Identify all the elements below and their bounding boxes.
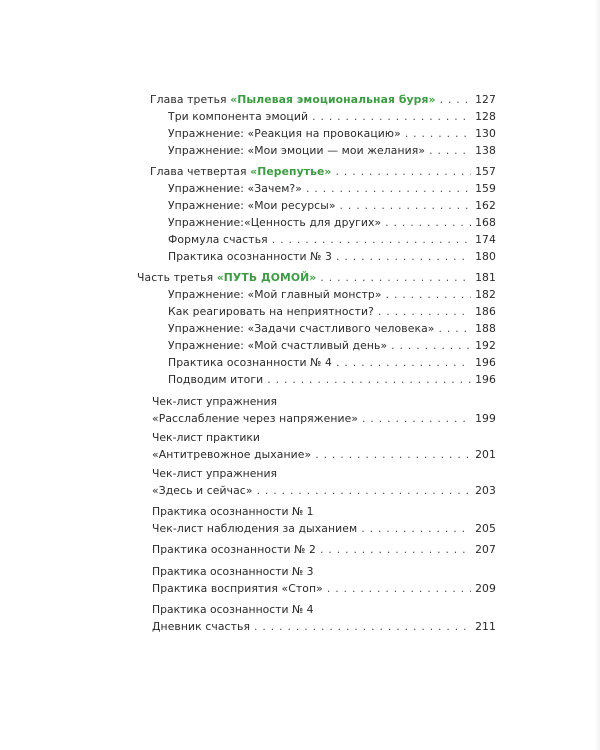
dot-leader	[306, 180, 471, 198]
dot-leader	[336, 354, 471, 372]
toc-entry[interactable]	[168, 303, 496, 321]
toc-entry-label: Практика осознанности № 3	[168, 250, 332, 263]
page-number: 188	[475, 322, 496, 335]
page-number: 182	[475, 288, 496, 301]
toc-chapter3-heading[interactable]	[150, 91, 496, 109]
toc-entry-label: Упражнение: «Реакция на провокацию»	[168, 127, 401, 140]
toc-chapter4-label	[150, 163, 332, 181]
dot-leader	[327, 580, 471, 598]
toc-entry[interactable]	[168, 231, 496, 249]
toc-entry[interactable]	[168, 286, 496, 304]
toc-entry-label: Упражнение:«Ценность для других»	[168, 216, 382, 229]
dot-leader	[440, 91, 472, 109]
toc-entry-label: Упражнение: «Мой счастливый день»	[168, 339, 388, 352]
dot-leader	[405, 125, 471, 143]
toc-entry-label: Упражнение: «Мои ресурсы»	[168, 199, 336, 212]
page-number: 159	[475, 182, 496, 195]
page-number: 199	[475, 412, 496, 425]
dot-leader	[267, 371, 471, 389]
toc-entry-label: Упражнение: «Мои эмоции — мои желания»	[168, 144, 426, 157]
toc-appendix-entry[interactable]	[152, 618, 496, 636]
toc-entry[interactable]	[168, 320, 496, 338]
page-number: 138	[475, 144, 496, 157]
toc-entry-label: Дневник счастья	[152, 620, 251, 633]
toc-entry-label: Три компонента эмоций	[168, 110, 309, 123]
toc-chapter4-heading[interactable]	[150, 163, 496, 181]
appendix-title-line: Чек-лист упражнения	[152, 467, 277, 480]
appendix-title-line: Чек-лист практики	[152, 431, 260, 444]
dot-leader	[378, 303, 471, 321]
dot-leader	[391, 337, 471, 355]
page-number: 192	[475, 339, 496, 352]
page-number: 196	[475, 373, 496, 386]
toc-entry-label: Практика восприятия «Стоп»	[152, 582, 323, 595]
toc-part3-label	[137, 269, 316, 287]
toc-entry[interactable]	[168, 214, 496, 232]
toc-appendix-entry[interactable]	[152, 482, 496, 500]
chapter4-prefix: Глава четвертая	[150, 165, 247, 178]
toc-entry[interactable]	[168, 354, 496, 372]
toc-entry-label: Упражнение: «Задачи счастливого человека»	[168, 322, 435, 335]
chapter3-title: «Пылевая эмоциональная буря»	[230, 93, 436, 106]
toc-appendix-entry[interactable]	[152, 410, 496, 428]
chapter3-prefix: Глава третья	[150, 93, 227, 106]
dot-leader	[312, 108, 471, 126]
toc-entry-label: «Расслабление через напряжение»	[152, 412, 359, 425]
toc-entry[interactable]	[168, 371, 496, 389]
toc-chapter3-label	[150, 91, 436, 109]
dot-leader	[386, 286, 471, 304]
page-number: 207	[475, 543, 496, 556]
toc-appendix-entry[interactable]	[152, 580, 496, 598]
toc-entry[interactable]	[168, 125, 496, 143]
dot-leader	[257, 482, 472, 500]
toc-appendix-entry[interactable]	[152, 446, 496, 464]
dot-leader	[362, 410, 471, 428]
part3-prefix: Часть третья	[137, 271, 214, 284]
page-number: 162	[475, 199, 496, 212]
toc-entry[interactable]	[168, 337, 496, 355]
toc-entry[interactable]	[168, 197, 496, 215]
page-number: 174	[475, 233, 496, 246]
toc-appendix-entry[interactable]	[152, 520, 496, 538]
toc-entry-label: Упражнение: «Зачем?»	[168, 182, 302, 195]
appendix-title-line: Практика осознанности № 1	[152, 505, 314, 518]
page-number: 196	[475, 356, 496, 369]
appendix-title-line: Чек-лист упражнения	[152, 395, 277, 408]
page-number: 205	[475, 522, 496, 535]
chapter4-title: «Перепутье»	[250, 165, 332, 178]
page-number: 127	[475, 93, 496, 106]
toc-entry[interactable]	[168, 248, 496, 266]
page-number: 181	[475, 271, 496, 284]
dot-leader	[272, 231, 471, 249]
page-number: 201	[475, 448, 496, 461]
page-edge-shadow	[594, 0, 600, 750]
part3-title: «ПУТЬ ДОМОЙ»	[216, 271, 317, 284]
dot-leader	[315, 446, 471, 464]
dot-leader	[439, 320, 472, 338]
page-number: 203	[475, 484, 496, 497]
appendix-title-line: Практика осознанности № 3	[152, 565, 314, 578]
toc-entry-label: «Здесь и сейчас»	[152, 484, 253, 497]
page-number: 180	[475, 250, 496, 263]
toc-entry-label: Практика осознанности № 2	[152, 543, 316, 556]
toc-entry-label: Практика осознанности № 4	[168, 356, 332, 369]
dot-leader	[429, 142, 471, 160]
dot-leader	[361, 520, 471, 538]
dot-leader	[254, 618, 471, 636]
dot-leader	[320, 541, 471, 559]
dot-leader	[340, 197, 472, 215]
page-number: 186	[475, 305, 496, 318]
toc-entry-label: «Антитревожное дыхание»	[152, 448, 312, 461]
page-number: 157	[475, 165, 496, 178]
toc-entry-label: Как реагировать на неприятности?	[168, 305, 374, 318]
appendix-title-line: Практика осознанности № 4	[152, 603, 314, 616]
toc-appendix-entry[interactable]	[152, 541, 496, 559]
toc-entry-label: Подводим итоги	[168, 373, 264, 386]
toc-entry[interactable]	[168, 108, 496, 126]
toc-entry-label: Упражнение: «Мой главный монстр»	[168, 288, 382, 301]
dot-leader	[320, 269, 471, 287]
toc-entry[interactable]	[168, 180, 496, 198]
page-number: 128	[475, 110, 496, 123]
page-number: 168	[475, 216, 496, 229]
dot-leader	[336, 163, 472, 181]
page-number: 130	[475, 127, 496, 140]
dot-leader	[385, 214, 471, 232]
toc-part3-heading[interactable]	[137, 269, 496, 287]
dot-leader	[336, 248, 471, 266]
toc-entry-label: Чек-лист наблюдения за дыханием	[152, 522, 358, 535]
toc-entry-label: Формула счастья	[168, 233, 268, 246]
page-number: 211	[475, 620, 496, 633]
toc-entry[interactable]	[168, 142, 496, 160]
page-number: 209	[475, 582, 496, 595]
